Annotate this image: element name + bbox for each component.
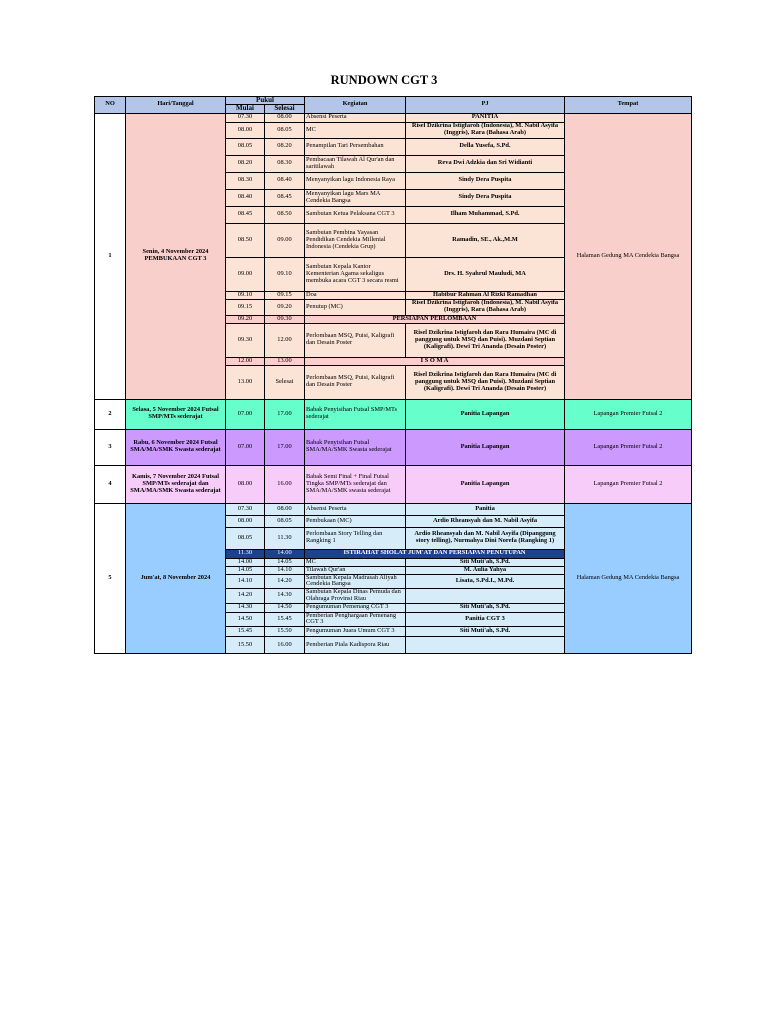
time-end: 16.00: [265, 637, 305, 654]
time-end: 08.00: [265, 503, 305, 515]
time-start: 08.00: [226, 122, 265, 138]
day-number: 3: [95, 429, 126, 465]
time-end: 09.15: [265, 291, 305, 299]
day-date: Kamis, 7 November 2024 Futsal SMP/MTs sederajat dan SMA/MA/SMK Swasta sederajat: [126, 465, 226, 503]
day-date: Selasa, 5 November 2024 Futsal SMP/MTs sederajat: [126, 399, 226, 429]
activity-cell: Perlombaan MSQ, Puisi, Kaligrafi dan Desain Poster: [305, 365, 406, 399]
time-start: 13.00: [226, 365, 265, 399]
time-start: 14.05: [226, 566, 265, 574]
schedule-row: [95, 465, 692, 503]
time-end: 16.00: [265, 465, 305, 503]
pj-cell: PANITIA: [406, 113, 565, 122]
time-start: 14.20: [226, 589, 265, 603]
activity-cell: Pengumuman Juara Umum CGT 3: [305, 627, 406, 637]
time-end: 15.45: [265, 612, 305, 626]
time-start: 14.10: [226, 574, 265, 588]
time-start: 09.20: [226, 315, 265, 323]
time-end: 08.40: [265, 172, 305, 189]
time-end: 14.20: [265, 574, 305, 588]
pj-cell: Panitia Lapangan: [406, 429, 565, 465]
section-banner: I S O M A: [305, 357, 565, 365]
time-end: 08.30: [265, 155, 305, 172]
header-row: [95, 97, 692, 105]
activity-cell: Pembukaan (MC): [305, 515, 406, 527]
day-number: 5: [95, 503, 126, 653]
activity-cell: Pembacaan Tilawah Al Qur'an dan saritilawah: [305, 155, 406, 172]
header-start: Mulai: [226, 105, 265, 113]
pj-cell: Sindy Dera Puspita: [406, 189, 565, 206]
place-cell: Halaman Gedung MA Cendekia Bangsa: [565, 113, 692, 399]
time-end: 08.20: [265, 138, 305, 155]
schedule-row: [95, 503, 692, 515]
activity-cell: Doa: [305, 291, 406, 299]
time-start: 08.30: [226, 172, 265, 189]
time-start: 15.50: [226, 637, 265, 654]
section-banner: ISTIRAHAT SHOLAT JUM'AT DAN PERSIAPAN PENUTUPAN: [305, 549, 565, 558]
activity-cell: Sambutan Kepala Dinas Pemuda dan Olahraga Provinsi Riau: [305, 589, 406, 603]
pj-cell: Ardio Rheansyah dan M. Nabil Asyifa: [406, 515, 565, 527]
section-banner: PERSIAPAN PERLOMBAAN: [305, 315, 565, 323]
time-start: 11.30: [226, 549, 265, 558]
time-end: 09.10: [265, 257, 305, 291]
time-start: 09.30: [226, 323, 265, 357]
activity-cell: MC: [305, 558, 406, 566]
activity-cell: Absensi Peserta: [305, 113, 406, 122]
pj-cell: [406, 589, 565, 603]
pj-cell: Ardio Rheansyah dan M. Nabil Asyifa (Dipanggung story telling), Nurmahya Dini Norefa (Rangking 1): [406, 527, 565, 549]
pj-cell: Della Yusefa, S.Pd.: [406, 138, 565, 155]
header-pj: PJ: [406, 97, 565, 114]
day-date: Rabu, 6 November 2024 Futsal SMA/MA/SMK Swasta sederajat: [126, 429, 226, 465]
time-start: 07.30: [226, 113, 265, 122]
pj-cell: Panitia CGT 3: [406, 612, 565, 626]
time-start: 07.30: [226, 503, 265, 515]
header-activity: Kegiatan: [305, 97, 406, 114]
activity-cell: Pemberian Penghargaan Pemenang CGT 3: [305, 612, 406, 626]
time-start: 09.15: [226, 299, 265, 315]
header-place: Tempat: [565, 97, 692, 114]
time-end: 13.00: [265, 357, 305, 365]
time-start: 14.30: [226, 603, 265, 612]
pj-cell: Panitia Lapangan: [406, 399, 565, 429]
time-end: 14.50: [265, 603, 305, 612]
time-end: 11.30: [265, 527, 305, 549]
pj-cell: M. Aulia Yahya: [406, 566, 565, 574]
time-end: 17.00: [265, 429, 305, 465]
time-end: 09.30: [265, 315, 305, 323]
header-end: Selesai: [265, 105, 305, 113]
time-end: 09.20: [265, 299, 305, 315]
time-start: 08.20: [226, 155, 265, 172]
time-start: 09.10: [226, 291, 265, 299]
time-start: 08.00: [226, 515, 265, 527]
pj-cell: Risel Dzikrina Istigfaroh (Indonesia), M. Nabil Asyifa (Inggris), Rara (Bahasa Arab): [406, 299, 565, 315]
activity-cell: Menyanyikan lagu Mars MA Cendekia Bangsa: [305, 189, 406, 206]
activity-cell: Penampilan Tari Persembahan: [305, 138, 406, 155]
pj-cell: Sindy Dera Puspita: [406, 172, 565, 189]
day-number: 2: [95, 399, 126, 429]
day-date: Senin, 4 November 2024 PEMBUKAAN CGT 3: [126, 113, 226, 399]
time-end: 08.05: [265, 515, 305, 527]
header-time: Pukul: [226, 97, 305, 105]
document-title: RUNDOWN CGT 3: [330, 73, 438, 87]
time-end: Selesai: [265, 365, 305, 399]
time-start: 14.50: [226, 612, 265, 626]
time-start: 07.00: [226, 399, 265, 429]
day-number: 1: [95, 113, 126, 399]
pj-cell: [406, 637, 565, 654]
schedule-row: [95, 399, 692, 429]
time-start: 15.45: [226, 627, 265, 637]
time-start: 09.00: [226, 257, 265, 291]
time-end: 12.00: [265, 323, 305, 357]
time-end: 09.00: [265, 223, 305, 257]
time-end: 08.05: [265, 122, 305, 138]
activity-cell: Sambutan Pembina Yayasan Pendidikan Cendekia Millenial Indonesia (Cendekia Grup): [305, 223, 406, 257]
pj-cell: Risel Dzikrina Istigfaroh dan Rara Humaira (MC di panggung untuk MSQ dan Puisi). Muzdani Septian (Kaligrafi). Dewi Tri Ananda (Desain Poster): [406, 323, 565, 357]
time-end: 14.00: [265, 549, 305, 558]
activity-cell: Babak Semi Final + Final Futsal Tingka SMP/MTs sederajat dan SMA/MA/SMK swasta sederajat: [305, 465, 406, 503]
rundown-table: [94, 96, 692, 654]
place-cell: Halaman Gedung MA Cendekia Bangsa: [565, 503, 692, 653]
activity-cell: Perlombaan Story Telling dan Rangking 1: [305, 527, 406, 549]
day-number: 4: [95, 465, 126, 503]
time-start: 08.45: [226, 206, 265, 223]
place-cell: Lapangan Premier Futsal 2: [565, 429, 692, 465]
activity-cell: Sambutan Kepala Kantor Kementerian Agama sekaligus membuka acara CGT 3 secara resmi: [305, 257, 406, 291]
activity-cell: Perlombaan MSQ, Puisi, Kaligrafi dan Desain Poster: [305, 323, 406, 357]
pj-cell: Panitia Lapangan: [406, 465, 565, 503]
pj-cell: Panitia: [406, 503, 565, 515]
pj-cell: Siti Muti'ah, S.Pd.: [406, 627, 565, 637]
time-start: 14.00: [226, 558, 265, 566]
header-day: Hari/Tanggal: [126, 97, 226, 114]
time-end: 08.45: [265, 189, 305, 206]
pj-cell: Habibur Rahman Al Rizki Ramadhan: [406, 291, 565, 299]
time-end: 17.00: [265, 399, 305, 429]
pj-cell: Reva Dwi Adzkia dan Sri Widianti: [406, 155, 565, 172]
schedule-row: [95, 113, 692, 122]
activity-cell: Babak Penyisihan Futsal SMA/MA/SMK Swasta sederajat: [305, 429, 406, 465]
time-start: 08.05: [226, 527, 265, 549]
activity-cell: MC: [305, 122, 406, 138]
place-cell: Lapangan Premier Futsal 2: [565, 399, 692, 429]
schedule-row: [95, 429, 692, 465]
time-end: 14.30: [265, 589, 305, 603]
activity-cell: Absensi Peserta: [305, 503, 406, 515]
time-start: 08.05: [226, 138, 265, 155]
day-date: Jum'at, 8 November 2024: [126, 503, 226, 653]
activity-cell: Pemberian Piala Kadispora Riau: [305, 637, 406, 654]
pj-cell: Lisata, S.Pd.I., M.Pd.: [406, 574, 565, 588]
time-start: 08.50: [226, 223, 265, 257]
place-cell: Lapangan Premier Futsal 2: [565, 465, 692, 503]
activity-cell: Sambutan Ketua Pelaksana CGT 3: [305, 206, 406, 223]
time-end: 08.00: [265, 113, 305, 122]
pj-cell: Siti Muti'ah, S.Pd.: [406, 558, 565, 566]
activity-cell: Penutup (MC): [305, 299, 406, 315]
time-start: 12.00: [226, 357, 265, 365]
pj-cell: Drs. H. Syahrul Mauludi, MA: [406, 257, 565, 291]
pj-cell: Ramadin, SE., Ak.,M.M: [406, 223, 565, 257]
activity-cell: Tilawah Qur'an: [305, 566, 406, 574]
time-end: 14.10: [265, 566, 305, 574]
header-no: NO: [95, 97, 126, 114]
pj-cell: Ilham Muhammad, S.Pd.: [406, 206, 565, 223]
pj-cell: Siti Muti'ah, S.Pd.: [406, 603, 565, 612]
time-start: 08.00: [226, 465, 265, 503]
activity-cell: Menyanyikan lagu Indonesia Raya: [305, 172, 406, 189]
activity-cell: Sambutan Kepala Madrasah Aliyah Cendekia Bangsa: [305, 574, 406, 588]
time-end: 08.50: [265, 206, 305, 223]
time-end: 15.50: [265, 627, 305, 637]
pj-cell: Risel Dzikrina Istigfaroh (Indonesia), M. Nabil Asyifa (Inggris), Rara (Bahasa Arab): [406, 122, 565, 138]
activity-cell: Babak Penyisihan Futsal SMP/MTs sederajat: [305, 399, 406, 429]
time-end: 14.05: [265, 558, 305, 566]
activity-cell: Pengumuman Pemenang CGT 3: [305, 603, 406, 612]
time-start: 08.40: [226, 189, 265, 206]
time-start: 07.00: [226, 429, 265, 465]
pj-cell: Risel Dzikrina Istigfaroh dan Rara Humaira (MC di panggung untuk MSQ dan Puisi). Muzdani Septian (Kaligrafi). Dewi Tri Ananda (Desain Poster): [406, 365, 565, 399]
